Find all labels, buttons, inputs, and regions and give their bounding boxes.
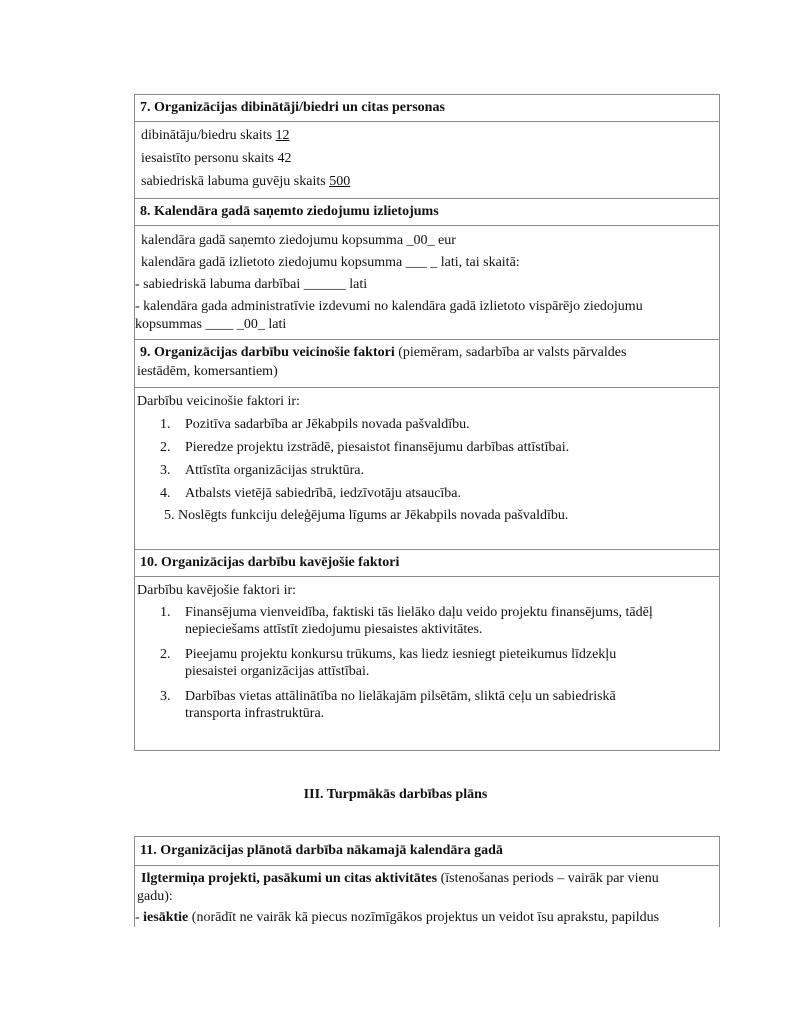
involved-count-value: 42 xyxy=(277,151,292,166)
public-benefit-line: - sabiedriskā labuma darbībai ______ lati xyxy=(135,277,368,292)
list-item: 2. Pieejamu projektu konkursu trūkums, kas liedz iesniegt pieteikumus līdzekļu piesaistei organizācijas attīstībai. xyxy=(160,647,617,679)
plan-table xyxy=(134,836,720,927)
section-10-body xyxy=(135,576,719,750)
beneficiaries-count-line: sabiedriskā labuma guvēju skaits 500 xyxy=(141,174,351,189)
long-term-projects-line: Ilgtermiņa projekti, pasākumi un citas aktivitātes (īstenošanas periods – vairāk par vienu xyxy=(141,871,659,886)
section-11-body xyxy=(135,865,719,927)
section-7-body xyxy=(135,121,719,198)
founders-count-value: 12 xyxy=(275,128,290,143)
section-8-header xyxy=(135,198,719,225)
admin-expenses-line: - kalendāra gada administratīvie izdevumi no kalendāra gadā izlietoto vispārējo ziedojumu xyxy=(135,299,643,314)
section-8-body xyxy=(135,225,719,339)
section-9-intro: Darbību veicinošie faktori ir: xyxy=(137,394,300,409)
section-11-title: 11. Organizācijas plānotā darbība nākamajā kalendāra gadā xyxy=(140,843,503,858)
involved-count-line: iesaistīto personu skaits 42 xyxy=(141,151,292,166)
list-item: 5. Noslēgts funkciju deleģējuma līgums ar Jēkabpils novada pašvaldību. xyxy=(164,508,569,523)
report-table xyxy=(134,94,720,751)
long-term-projects-cont: gadu): xyxy=(137,889,173,904)
founders-count-line: dibinātāju/biedru skaits 12 xyxy=(141,128,290,143)
section-10-intro: Darbību kavējošie faktori ir: xyxy=(137,583,297,598)
list-item: 1. Finansējuma vienveidība, faktiski tās lielāko daļu veido projektu finansējums, tādēļ nepieciešams attīstīt ziedojumu piesaistes aktivitātes. xyxy=(160,605,653,637)
started-projects-line: - iesāktie (norādīt ne vairāk kā piecus nozīmīgākos projektus un veidot īsu aprakstu, papildus xyxy=(135,910,660,925)
donations-received-value: _00_ xyxy=(406,233,435,248)
section-9-header xyxy=(135,339,719,387)
section-11-header xyxy=(135,837,719,865)
admin-expenses-total-line: kopsummas ____ _00_ lati xyxy=(135,317,287,332)
list-item: 3. Darbības vietas attālinātība no lielākajām pilsētām, sliktā ceļu un sabiedriskā transporta infrastruktūra. xyxy=(160,689,616,721)
section-10-title: 10. Organizācijas darbību kavējošie faktori xyxy=(140,555,400,570)
admin-expenses-value: _00_ xyxy=(236,317,265,332)
section-8-title: 8. Kalendāra gadā saņemto ziedojumu izlietojums xyxy=(140,204,439,219)
beneficiaries-count-value: 500 xyxy=(329,174,351,189)
donations-used-value: ___ _ xyxy=(405,255,438,270)
section-7-title: 7. Organizācijas dibinātāji/biedri un citas personas xyxy=(140,100,445,115)
donations-received-line: kalendāra gadā saņemto ziedojumu kopsumma _00_ eur xyxy=(141,233,456,248)
section-7-header xyxy=(135,95,719,121)
section-9-title-cont: iestādēm, komersantiem) xyxy=(137,364,278,379)
donations-used-line: kalendāra gadā izlietoto ziedojumu kopsumma ___ _ lati, tai skaitā: xyxy=(141,255,520,270)
section-9-body: Darbību veicinošie faktori ir: 1. Pozitīva sadarbība ar Jēkabpils novada pašvaldību. 2. Pieredze projektu izstrādē, piesaistot finansējumu darbības attīstībai. 3. Attīstīta organizācijas struktūra. 4. Atbalsts vietējā sabiedrībā, iedzīvotāju atsaucība. 5. Noslēgts funkciju deleģējuma līgums ar Jēkabpils novada pašvaldību. xyxy=(135,387,719,549)
section-10-header xyxy=(135,549,719,576)
section-iii-title: III. Turpmākās darbības plāns xyxy=(303,787,488,802)
section-9-title: 9. Organizācijas darbību veicinošie faktori (piemēram, sadarbība ar valsts pārvaldes xyxy=(140,345,627,360)
